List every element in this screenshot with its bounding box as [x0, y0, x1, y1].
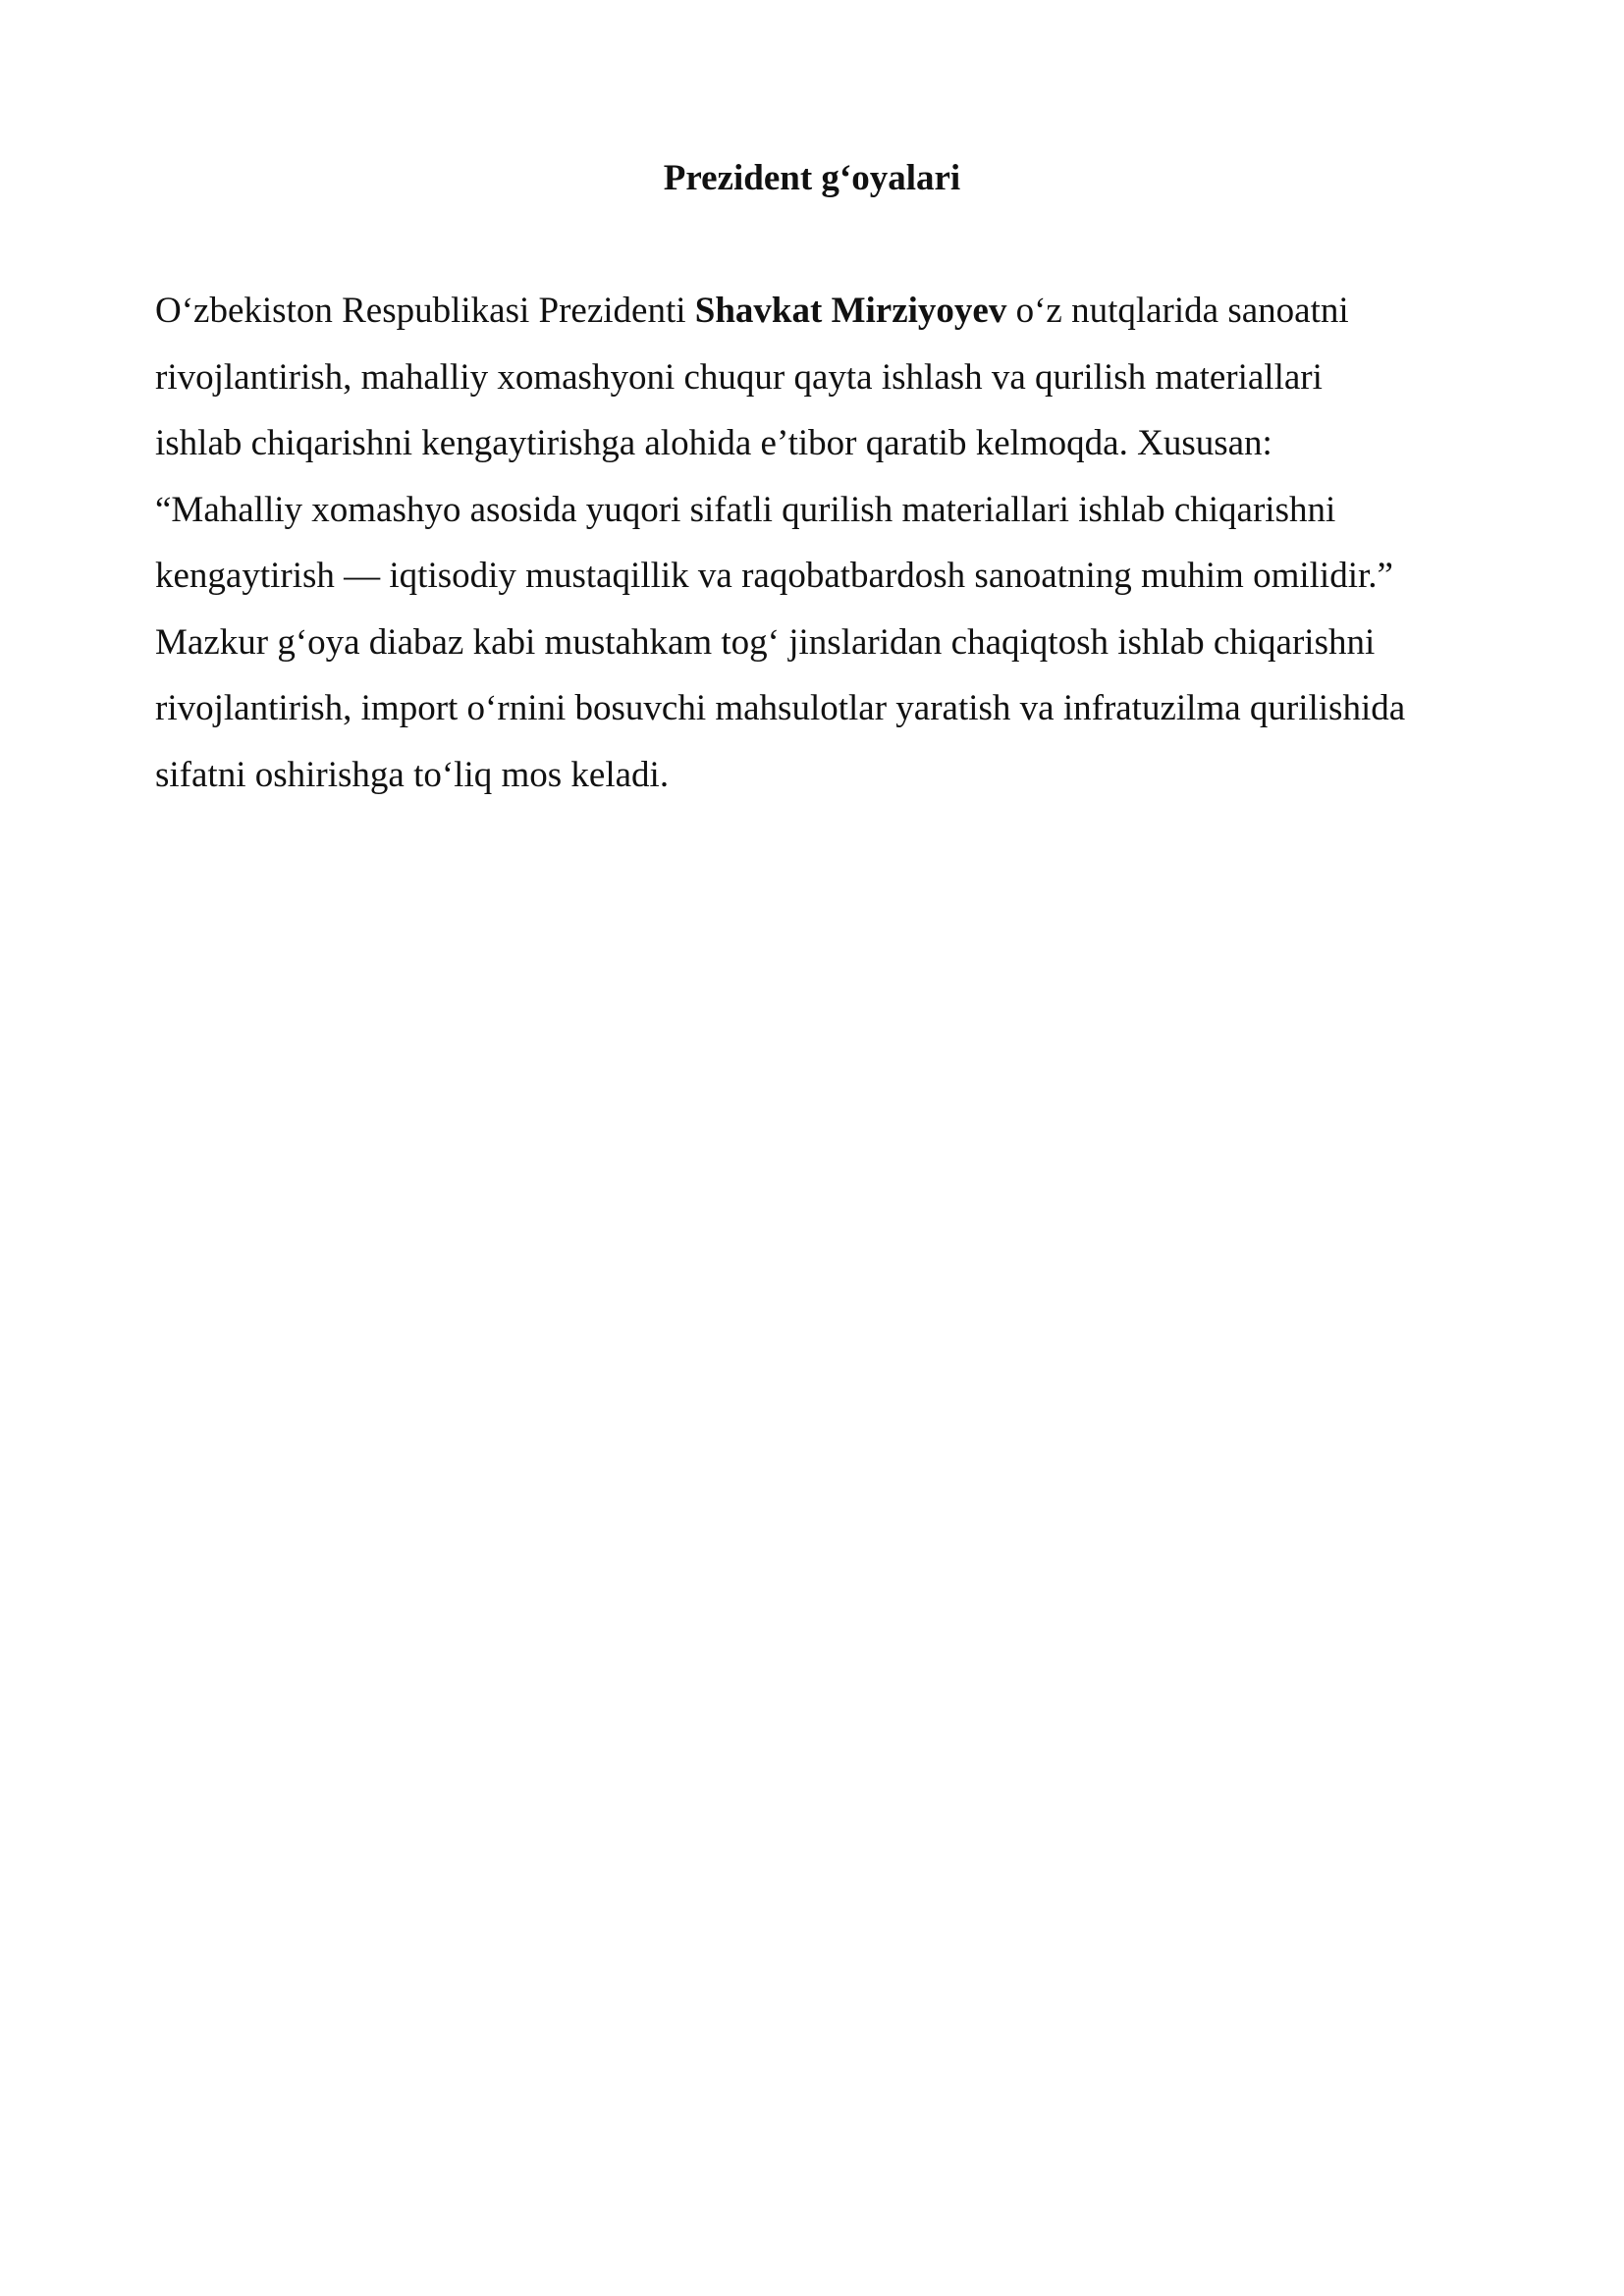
- paragraph-line-2: rivojlantirish, mahalliy xomashyoni chuqur qayta ishlash va qurilish materiallari: [155, 356, 1323, 398]
- paragraph-line-6: Mazkur g‘oya diabaz kabi mustahkam tog‘ jinslaridan chaqiqtosh ishlab chiqarishni: [155, 621, 1376, 663]
- president-name: Shavkat Mirziyoyev: [694, 291, 1007, 331]
- paragraph-line-3: ishlab chiqarishni kengaytirishga alohida e’tibor qaratib kelmoqda. Xususan:: [155, 423, 1272, 463]
- paragraph-line-5: kengaytirish — iqtisodiy mustaqillik va raqobatbardosh sanoatning muhim omilidir.”: [155, 556, 1393, 596]
- paragraph-line-8: sifatni oshirishga to‘liq mos keladi.: [155, 754, 670, 795]
- body-paragraph: [155, 278, 1490, 808]
- paragraph-line-7: rivojlantirish, import o‘rnini bosuvchi mahsulotlar yaratish va infratuzilma qurilishida: [155, 688, 1406, 728]
- paragraph-line-4: “Mahalliy xomashyo asosida yuqori sifatli qurilish materiallari ishlab chiqarishni: [155, 489, 1336, 530]
- line-1-text-end: o‘z nutqlarida sanoatni: [1015, 291, 1349, 331]
- paragraph-line-1: [155, 278, 1490, 345]
- line-1-text-start: O‘zbekiston Respublikasi Prezidenti: [155, 291, 686, 331]
- document-title: Prezident g‘oyalari: [663, 158, 961, 198]
